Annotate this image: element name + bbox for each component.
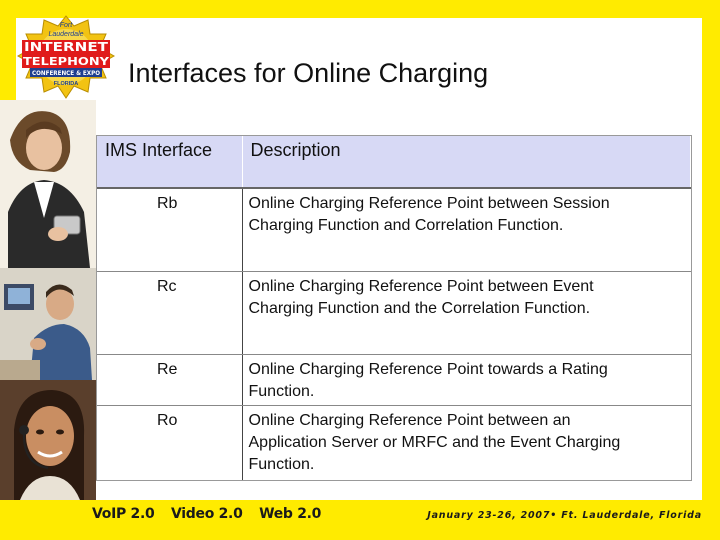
footer-date-location: January 23-26, 2007• Ft. Lauderdale, Florida xyxy=(427,510,702,521)
table-row xyxy=(97,188,691,272)
description-cell xyxy=(242,188,691,272)
conference-logo xyxy=(16,14,116,100)
header-ims-interface: IMS Interface xyxy=(97,136,242,188)
table-row xyxy=(97,355,691,406)
interface-cell: Re xyxy=(97,355,242,406)
description-line: Charging Function and the Correlation Function. xyxy=(248,300,591,317)
interface-cell: Rb xyxy=(97,188,242,272)
slide-title: Interfaces for Online Charging xyxy=(128,58,489,88)
logo-word-internet: INTERNET xyxy=(24,40,110,54)
interface-cell: Ro xyxy=(97,406,242,481)
logo-city-line1: Fort xyxy=(59,22,73,29)
description-cell xyxy=(242,355,691,406)
description-line: Online Charging Reference Point between Session xyxy=(248,195,610,212)
logo-word-telephony: TELEPHONY xyxy=(23,55,111,68)
logo-state: FLORIDA xyxy=(53,81,79,87)
description-line: Online Charging Reference Point between Event xyxy=(248,278,594,295)
table-row xyxy=(97,272,691,355)
photo-strip xyxy=(0,100,96,500)
logo-city-line2: Lauderdale xyxy=(48,31,84,38)
interface-cell: Rc xyxy=(97,272,242,355)
description-line: Application Server or MRFC and the Event Charging xyxy=(248,434,621,451)
description-line: Function. xyxy=(248,456,315,473)
photo-headset-woman xyxy=(0,380,96,500)
table-header-row xyxy=(97,136,691,188)
description-cell xyxy=(242,272,691,355)
description-line: Charging Function and Correlation Function. xyxy=(248,217,564,234)
logo-tagline: CONFERENCE & EXPO xyxy=(32,70,100,77)
table-row xyxy=(97,406,691,481)
footer-tagline xyxy=(92,506,333,522)
footer-voip: VoIP 2.0 xyxy=(92,506,155,522)
description-line: Function. xyxy=(248,383,315,400)
photo-man-at-desk xyxy=(0,268,96,380)
footer-video: Video 2.0 xyxy=(171,506,243,522)
photo-businesswoman xyxy=(0,100,96,268)
header-description: Description xyxy=(242,136,691,188)
description-line: Online Charging Reference Point towards a Rating xyxy=(248,361,608,378)
interfaces-table xyxy=(96,135,692,481)
footer-web: Web 2.0 xyxy=(259,506,322,522)
description-line: Online Charging Reference Point between an xyxy=(248,412,571,429)
description-cell xyxy=(242,406,691,481)
